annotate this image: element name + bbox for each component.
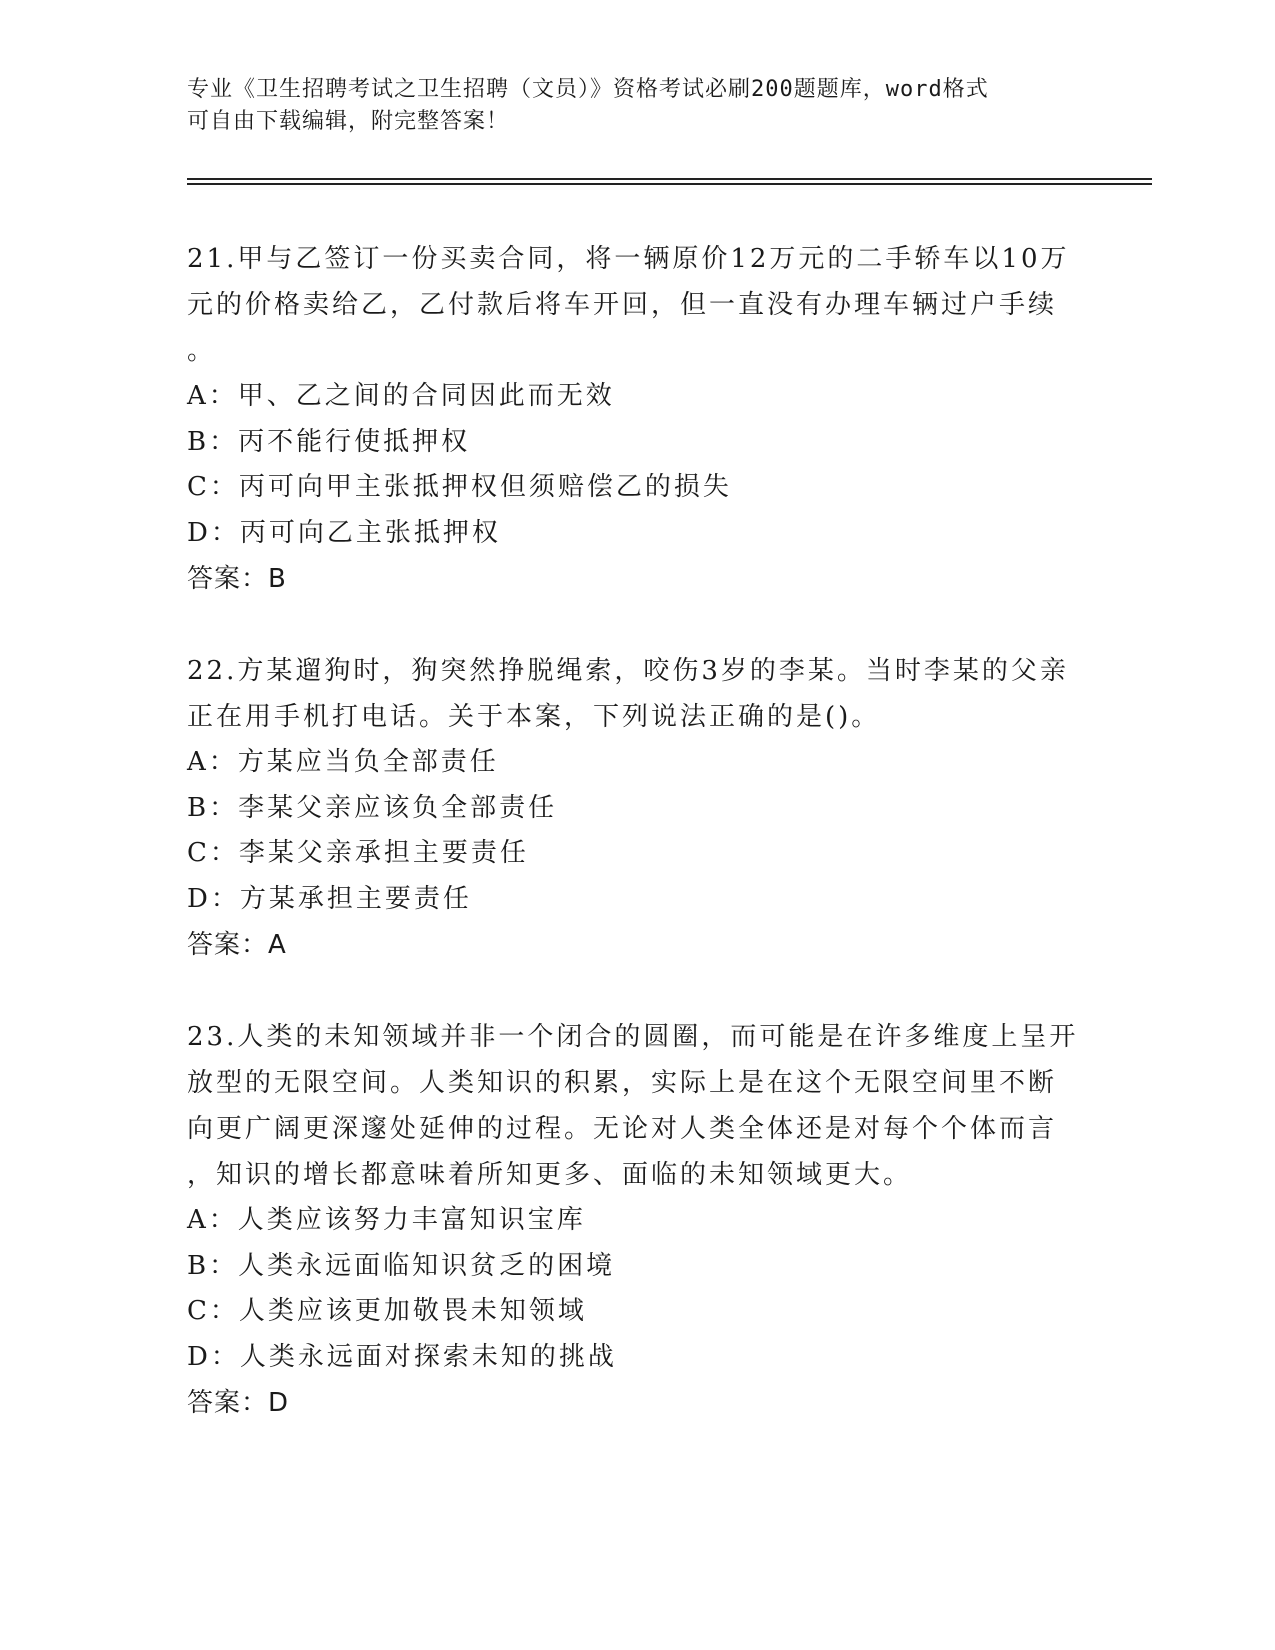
answer: 答案：A xyxy=(187,930,287,960)
option-b: B：人类永远面临知识贫乏的困境 xyxy=(187,1250,616,1281)
header-divider-top xyxy=(187,178,1152,180)
option-d: D：丙可向乙主张抵押权 xyxy=(187,517,501,548)
question-text-line: 22.方某遛狗时，狗突然挣脱绳索，咬伤3岁的李某。当时李某的父亲 xyxy=(187,656,1069,686)
question-list xyxy=(187,236,1087,1426)
option-d: D：方某承担主要责任 xyxy=(187,883,472,914)
question-spacer xyxy=(187,968,1087,1014)
option-d: D：人类永远面对探索未知的挑战 xyxy=(187,1341,617,1372)
question-22 xyxy=(187,648,1087,968)
option-a: A：甲、乙之间的合同因此而无效 xyxy=(187,381,615,411)
option-c: C：人类应该更加敬畏未知领域 xyxy=(187,1296,587,1326)
question-text-line: 。 xyxy=(187,336,217,366)
question-text-line: 21.甲与乙签订一份买卖合同，将一辆原价12万元的二手轿车以10万 xyxy=(187,244,1070,274)
question-text-line: 23.人类的未知领域并非一个闭合的圆圈，而可能是在许多维度上呈开 xyxy=(187,1022,1079,1052)
header-line-2: 可自由下载编辑，附完整答案！ xyxy=(187,109,510,134)
answer: 答案：D xyxy=(187,1388,290,1418)
header-line-1: 专业《卫生招聘考试之卫生招聘（文员）》资格考试必刷200题题库，word格式 xyxy=(187,77,989,102)
question-text-line: 元的价格卖给乙，乙付款后将车开回，但一直没有办理车辆过户手续 xyxy=(187,290,1058,320)
option-c: C：李某父亲承担主要责任 xyxy=(187,838,529,868)
header-divider-bottom xyxy=(187,183,1152,185)
option-b: B：丙不能行使抵押权 xyxy=(187,426,471,457)
answer: 答案：B xyxy=(187,564,287,594)
document-header xyxy=(187,74,1087,138)
option-c: C：丙可向甲主张抵押权但须赔偿乙的损失 xyxy=(187,472,732,502)
option-a: A：方某应当负全部责任 xyxy=(187,747,499,777)
question-21 xyxy=(187,236,1087,602)
question-text-line: 放型的无限空间。人类知识的积累，实际上是在这个无限空间里不断 xyxy=(187,1068,1058,1098)
question-spacer xyxy=(187,602,1087,648)
option-b: B：李某父亲应该负全部责任 xyxy=(187,792,558,823)
option-a: A：人类应该努力丰富知识宝库 xyxy=(187,1205,586,1235)
question-text-line: 向更广阔更深邃处延伸的过程。无论对人类全体还是对每个个体而言 xyxy=(187,1114,1058,1144)
question-23 xyxy=(187,1014,1087,1426)
question-text-line: ，知识的增长都意味着所知更多、面临的未知领域更大。 xyxy=(187,1160,913,1190)
question-text-line: 正在用手机打电话。关于本案，下列说法正确的是()。 xyxy=(187,702,881,732)
